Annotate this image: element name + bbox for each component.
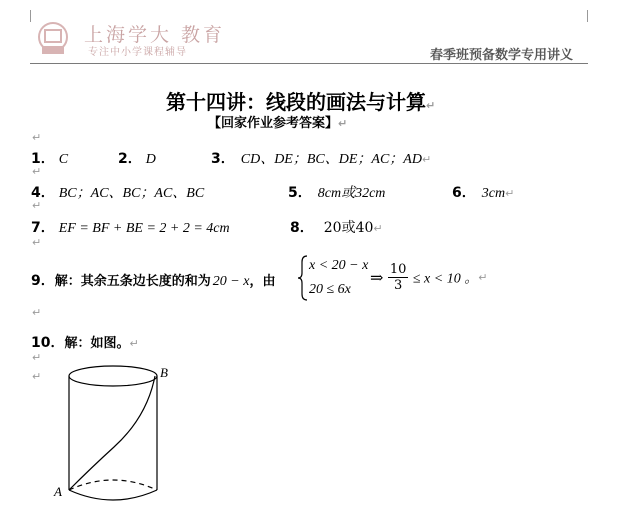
answer-row-3: 3． CD、DE；BC、DE；AC；AD↵ (211, 151, 432, 167)
point-a-label: A (54, 484, 62, 499)
answer-row-2: 2． D (118, 151, 156, 167)
answer-row-6: 6． 3cm↵ (452, 185, 515, 201)
fraction: $\frac{10}{3}$ (389, 262, 407, 293)
paragraph-mark: ↵ (32, 199, 42, 212)
logo-slogan: 专注中小学课程辅导 (88, 47, 187, 58)
answer-row-5: 5． 8cm或32cm (288, 185, 386, 201)
paragraph-mark: ↵ (32, 306, 42, 319)
page-subtitle: 【回家作业参考答案】↵ (208, 116, 348, 131)
cylinder-figure (52, 362, 182, 512)
paragraph-mark: ↵ (32, 236, 42, 249)
point-b-label: B (160, 365, 168, 380)
answer-row-10: 10．解：如图。↵ (31, 335, 139, 351)
inequality-result: ⇒ $\frac{10}{3}$ ≤ x < 10 。↵ (370, 262, 488, 293)
inequality-2: 20 ≤ 6x (309, 282, 351, 297)
answer-row-7: 7． EF = BF + BE = 2 + 2 = 4cm (31, 220, 230, 236)
inequality-1: x < 20 − x (309, 258, 369, 273)
paragraph-mark: ↵ (32, 165, 42, 178)
answer-row-9: 9．解：其余五条边长度的和为 20 − x，由 (31, 273, 276, 289)
page-title: 第十四讲：线段的画法与计算↵ (166, 90, 436, 114)
logo-icon (36, 22, 72, 56)
answer-row-8: 8． 20或40↵ (290, 220, 383, 236)
header-divider (30, 63, 588, 64)
answer-row-1: 1． C (31, 151, 69, 167)
paragraph-mark: ↵ (32, 370, 42, 383)
brace-icon (297, 254, 309, 302)
paragraph-mark: ↵ (32, 351, 42, 364)
corner-mark-left (30, 10, 31, 22)
paragraph-mark: ↵ (32, 131, 42, 144)
series-title: 春季班预备数学专用讲义 (430, 48, 574, 63)
logo-title: 上海学大 教育 (84, 24, 226, 46)
corner-mark-right (587, 10, 588, 22)
answer-row-4: 4． BC；AC、BC；AC、BC (31, 185, 205, 201)
